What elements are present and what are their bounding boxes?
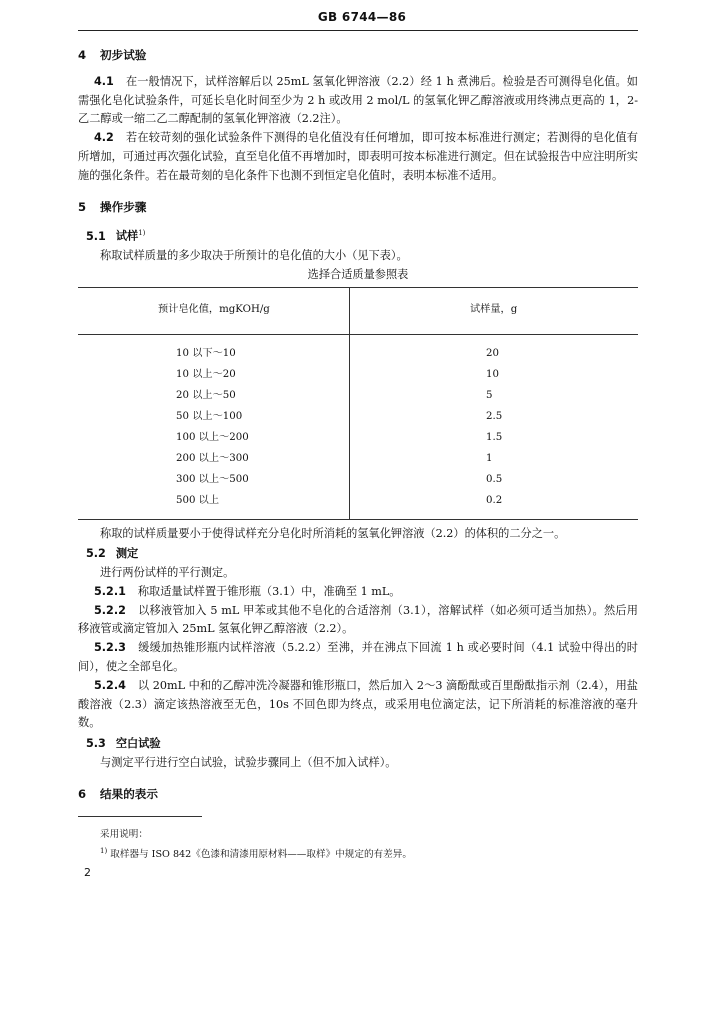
clause-4-2 — [78, 129, 638, 185]
table-row — [78, 364, 638, 385]
table-cell-mass: 10 — [486, 368, 499, 380]
section-4-title: 初步试验 — [100, 48, 147, 62]
table-row — [78, 427, 638, 448]
clause-4-1-number: 4.1 — [94, 74, 114, 88]
clause-5-2-intro: 进行两份试样的平行测定。 — [100, 566, 235, 580]
table-row — [78, 490, 638, 520]
table-row — [78, 406, 638, 427]
footnote-item-text: 取样器与 ISO 842《色漆和清漆用原材料——取样》中规定的有差异。 — [110, 849, 412, 861]
table-row — [78, 385, 638, 406]
clause-5-3-heading — [86, 735, 638, 754]
clause-5-3-text: 与测定平行进行空白试验，试验步骤同上（但不加入试样）。 — [100, 756, 397, 770]
footnote-rule — [78, 816, 202, 817]
clause-4-2-number: 4.2 — [94, 131, 114, 145]
table-header-sample-mass: 试样量，g — [350, 287, 639, 334]
footnote-mark: 1) — [138, 229, 146, 238]
section-5-heading — [78, 198, 638, 217]
reference-table — [78, 287, 638, 520]
main-content — [78, 46, 638, 812]
header-rule — [78, 30, 638, 31]
clause-5-2-1-text: 称取适量试样置于锥形瓶（3.1）中，准确至 1 mL。 — [137, 584, 401, 598]
table-cell-range: 20 以上～50 — [78, 385, 350, 406]
clause-5-1-heading — [86, 224, 638, 247]
clause-5-2-number: 5.2 — [86, 547, 106, 561]
table-cell-mass: 20 — [486, 347, 499, 359]
table-cell-range: 10 以下～10 — [78, 334, 350, 364]
clause-5-2-heading — [86, 545, 638, 564]
footnotes — [100, 826, 640, 863]
clause-4-2-text: 若在较苛刻的强化试验条件下测得的皂化值没有任何增加，即可按本标准进行测定；若测得的皂化值有所增加，可通过再次强化试验，直至皂化值不再增加时，即表明可按本标准进行测定。但在试验报告中应注明所实施的强化条件。若在最苛刻的皂化条件下也测不到恒定皂化值时，表明本标准不适用。 — [78, 131, 638, 182]
clause-5-1-number: 5.1 — [86, 230, 106, 244]
table-cell-mass: 1 — [486, 452, 493, 464]
clause-5-2-4 — [78, 677, 638, 733]
page-number: 2 — [84, 866, 91, 879]
section-4-number: 4 — [78, 48, 87, 62]
clause-5-2-2-text: 以移液管加入 5 mL 甲苯或其他不皂化的合适溶剂（3.1），溶解试样（如必须可适当加热）。然后用移液管或滴定管加入 25mL 氢氧化钾乙醇溶液（2.2）。 — [78, 603, 638, 636]
clause-5-3-number: 5.3 — [86, 737, 106, 751]
footnote-label: 采用说明： — [100, 829, 148, 840]
table-header-saponification: 预计皂化值，mgKOH/g — [78, 287, 350, 334]
section-5-number: 5 — [78, 199, 87, 214]
footnote-item — [100, 843, 640, 863]
clause-4-1-text: 在一般情况下，试样溶解后以 25mL 氢氧化钾溶液（2.2）经 1 h 煮沸后。检验是否可测得皂化值。如需强化皂化试验条件，可延长皂化时间至少为 2 h 或改用 2 mol/L 的氢氧化钾乙醇溶液或用终沸点更高的 1，2-乙二醇或一缩二乙二醇配制的氢氧化钾溶液（2.2注）。 — [78, 74, 638, 126]
clause-4-1 — [78, 73, 638, 129]
table-cell-mass: 5 — [486, 389, 493, 401]
standard-code: GB 6744—86 — [317, 10, 407, 24]
table-cell-mass: 1.5 — [486, 431, 503, 443]
clause-5-1-title: 试样 — [115, 230, 139, 244]
clause-5-2-4-number: 5.2.4 — [94, 678, 126, 692]
clause-5-2-3-number: 5.2.3 — [94, 641, 126, 655]
section-6-heading — [78, 785, 638, 804]
table-cell-range: 300 以上～500 — [78, 469, 350, 490]
section-4-heading — [78, 46, 638, 65]
clause-5-2-4-text: 以 20mL 中和的乙醇冲洗冷凝器和锥形瓶口，然后加入 2～3 滴酚酞或百里酚酞指示剂（2.4），用盐酸溶液（2.3）滴定该热溶液至无色，10s 不回色即为终点，或采用电位滴定法，记下所消耗的标准溶液的毫升数。 — [78, 678, 638, 730]
table-row — [78, 448, 638, 469]
table-cell-mass: 0.5 — [486, 473, 503, 485]
table-header-row — [78, 287, 638, 334]
table-cell-range: 200 以上～300 — [78, 448, 350, 469]
table-row — [78, 334, 638, 364]
after-table-text: 称取的试样质量要小于使得试样充分皂化时所消耗的氢氧化钾溶液（2.2）的体积的二分之一。 — [100, 526, 566, 540]
footnote-item-mark: 1) — [100, 847, 108, 855]
clause-5-2-2-number: 5.2.2 — [94, 603, 126, 617]
table-cell-mass: 2.5 — [486, 410, 503, 422]
clause-5-2-1-number: 5.2.1 — [94, 584, 126, 598]
clause-5-2-title: 测定 — [115, 547, 139, 561]
clause-5-2-3-text: 缓缓加热锥形瓶内试样溶液（5.2.2）至沸，并在沸点下回流 1 h 或必要时间（4.1 试验中得出的时间），使之全部皂化。 — [78, 641, 638, 674]
table-cell-range: 500 以上 — [78, 490, 350, 520]
table-cell-range: 50 以上～100 — [78, 406, 350, 427]
section-5-title: 操作步骤 — [100, 199, 147, 214]
table-cell-mass: 0.2 — [486, 494, 503, 506]
table-cell-range: 10 以上～20 — [78, 364, 350, 385]
clause-5-2-2 — [78, 602, 638, 640]
clause-5-2-1 — [78, 583, 638, 602]
table-title: 选择合适质量参照表 — [307, 267, 409, 281]
table-cell-range: 100 以上～200 — [78, 427, 350, 448]
clause-5-3-title: 空白试验 — [115, 737, 161, 751]
table-row — [78, 469, 638, 490]
clause-5-2-3 — [78, 639, 638, 677]
section-6-title: 结果的表示 — [100, 786, 158, 801]
clause-5-1-text: 称取试样质量的多少取决于所预计的皂化值的大小（见下表）。 — [100, 248, 408, 262]
section-6-number: 6 — [78, 786, 87, 801]
